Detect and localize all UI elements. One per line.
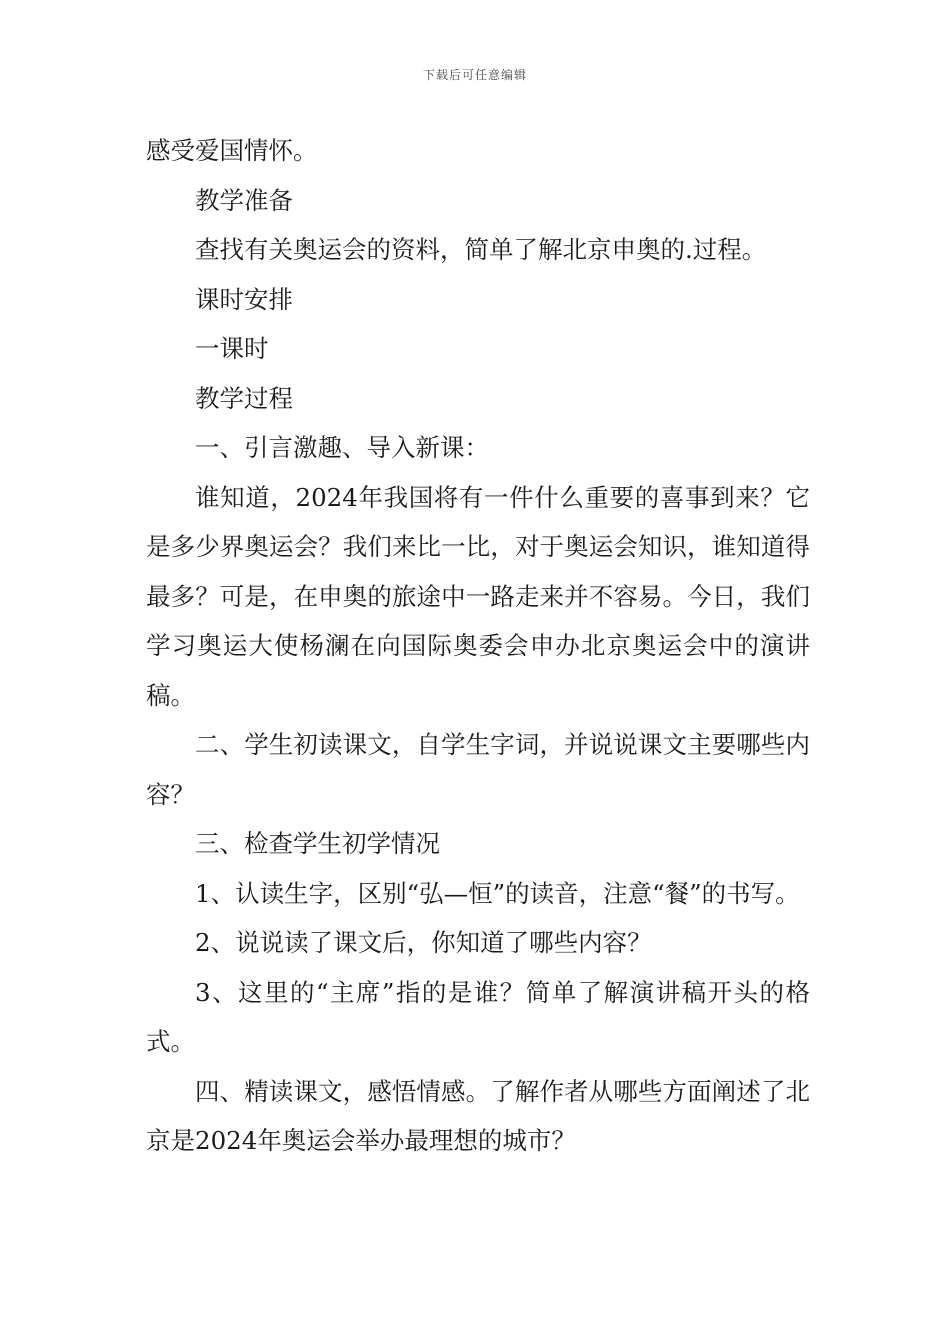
section-heading: 课时安排: [195, 284, 293, 314]
paragraph: 感受爱国情怀。: [146, 136, 318, 165]
page-header-note: 下载后可任意编辑: [422, 68, 527, 82]
document-body: [146, 126, 810, 1166]
paragraph: 一课时: [195, 334, 269, 363]
section-heading: 教学准备: [195, 185, 293, 215]
step-heading: 一、引言激趣、导入新课：: [195, 433, 489, 462]
step-heading: 二、学生初读课文，自学生字词，并说说课文主要哪些内容？: [146, 730, 810, 809]
list-item: 1、认读生字，区别“弘—恒”的读音，注意“餐”的书写。: [195, 878, 800, 908]
paragraph: 谁知道，2024年我国将有一件什么重要的喜事到来？它是多少界奥运会？我们来比一比，对于奥运会知识，谁知道得最多？可是，在申奥的旅途中一路走来并不容易。今日，我们学习奥运大使杨澜在向国际奥委会申办北京奥运会中的演讲稿。: [146, 482, 810, 710]
step-heading: 四、精读课文，感悟情感。了解作者从哪些方面阐述了北京是2024年奥运会举办最理想的城市？: [146, 1076, 810, 1155]
section-heading: 教学过程: [195, 383, 293, 413]
step-heading: 三、检查学生初学情况: [195, 829, 440, 858]
list-item: 3、这里的“主席”指的是谁？简单了解演讲稿开头的格式。: [146, 977, 810, 1056]
paragraph: 查找有关奥运会的资料，简单了解北京申奥的.过程。: [195, 235, 767, 264]
list-item: 2、说说读了课文后，你知道了哪些内容？: [195, 928, 652, 957]
